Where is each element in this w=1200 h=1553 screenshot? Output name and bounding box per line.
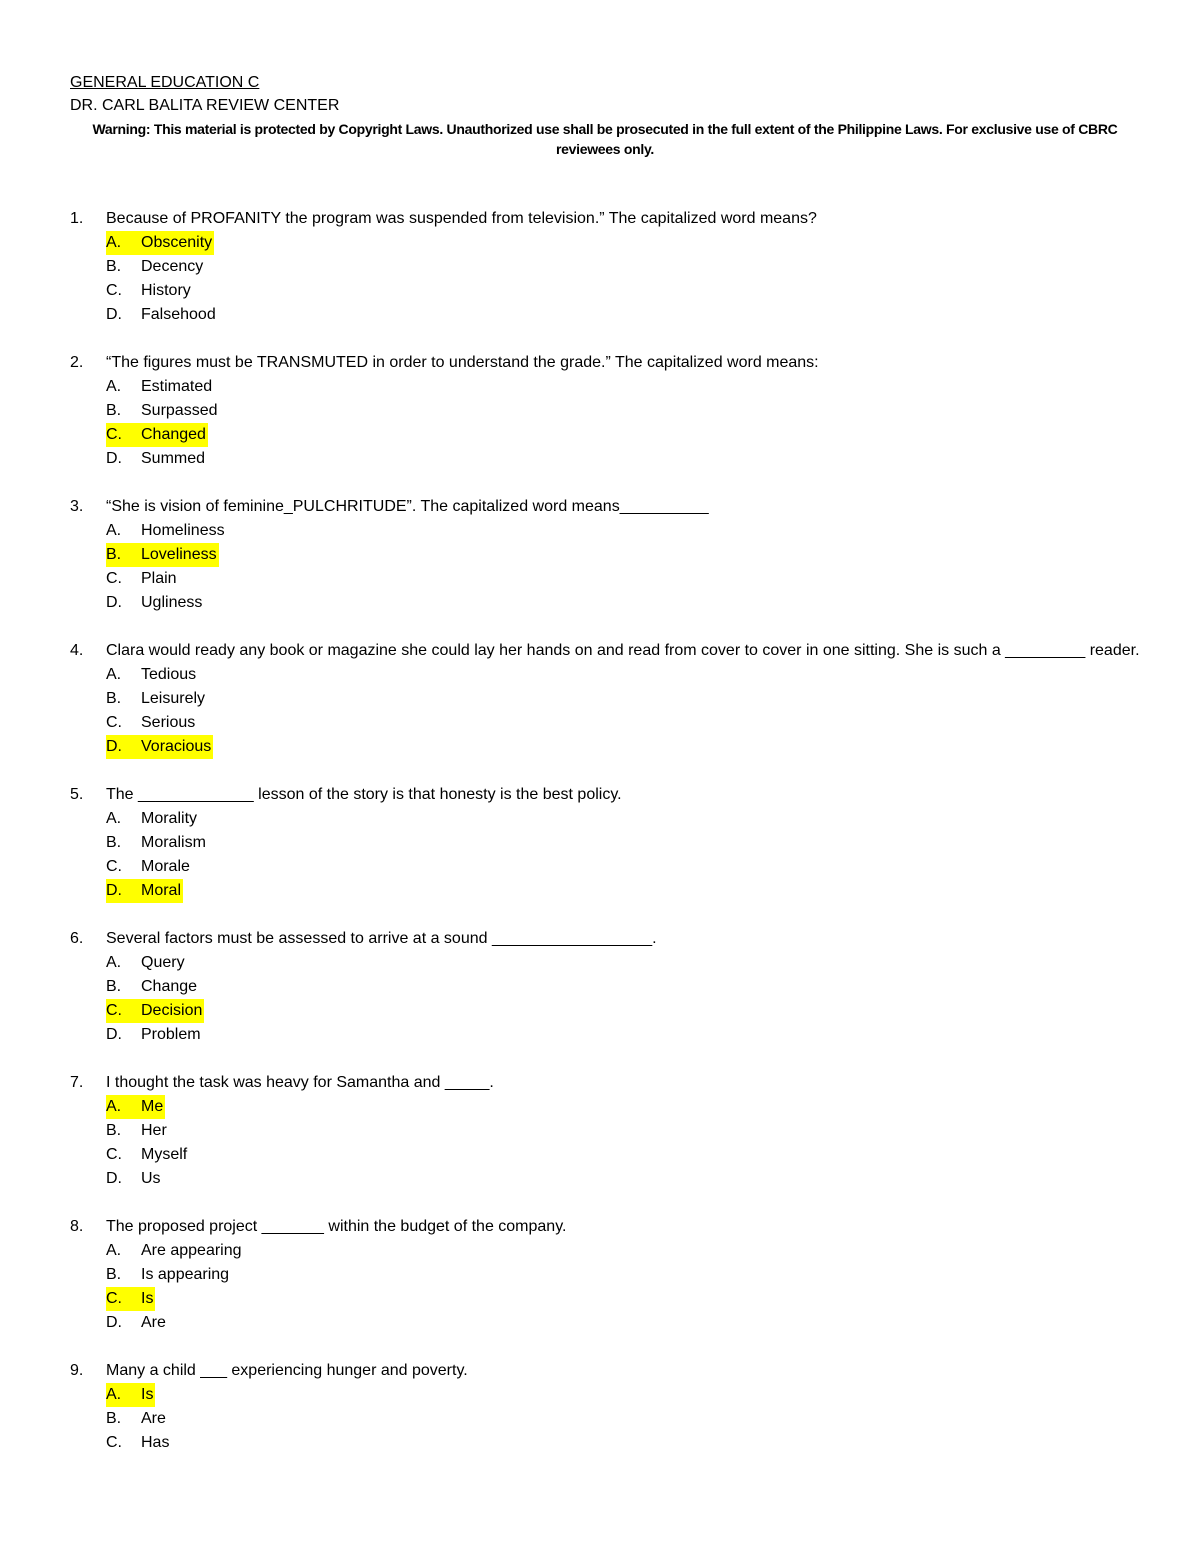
question-item xyxy=(70,207,1140,327)
answer-option-content xyxy=(106,999,204,1023)
option-text: Loveliness xyxy=(141,546,217,563)
option-text: Morale xyxy=(141,858,190,875)
option-text: Are xyxy=(141,1314,166,1331)
answer-options xyxy=(106,231,1140,327)
question-item xyxy=(70,351,1140,471)
option-text: Changed xyxy=(141,426,206,443)
option-letter: B. xyxy=(106,546,122,563)
question-item xyxy=(70,495,1140,615)
answer-option-content xyxy=(106,735,213,759)
answer-option-content xyxy=(106,1287,155,1311)
answer-option-content xyxy=(106,855,192,879)
question-stem xyxy=(70,351,1140,375)
answer-option xyxy=(106,567,1140,591)
answer-option-content xyxy=(106,1167,163,1191)
answer-option-content xyxy=(106,1239,244,1263)
answer-option-content xyxy=(106,543,219,567)
answer-option xyxy=(106,831,1140,855)
answer-option-highlighted xyxy=(106,543,1140,567)
question-number: 7. xyxy=(70,1074,84,1091)
answer-option xyxy=(106,399,1140,423)
question-stem xyxy=(70,1071,1140,1095)
option-letter: D. xyxy=(106,594,122,611)
question-item xyxy=(70,639,1140,759)
answer-option xyxy=(106,447,1140,471)
question-text: Several factors must be assessed to arrive at a sound __________________. xyxy=(106,930,657,947)
option-letter: C. xyxy=(106,1290,122,1307)
question-item xyxy=(70,1359,1140,1455)
option-letter: B. xyxy=(106,1266,122,1283)
answer-option xyxy=(106,1431,1140,1455)
option-letter: C. xyxy=(106,426,122,443)
question-text: Clara would ready any book or magazine she could lay her hands on and read from cover to cover in one sitting. She is such a _________ reader. xyxy=(106,642,1140,659)
option-text: History xyxy=(141,282,191,299)
answer-option-content xyxy=(106,975,199,999)
option-text: Me xyxy=(141,1098,164,1115)
answer-option xyxy=(106,255,1140,279)
answer-option-content xyxy=(106,591,204,615)
answer-option-content xyxy=(106,423,208,447)
option-text: Her xyxy=(141,1122,167,1139)
option-letter: B. xyxy=(106,978,122,995)
answer-option-content xyxy=(106,1383,155,1407)
option-letter: D. xyxy=(106,306,122,323)
answer-option xyxy=(106,855,1140,879)
option-text: Moralism xyxy=(141,834,206,851)
question-text: Many a child ___ experiencing hunger and poverty. xyxy=(106,1362,468,1379)
option-text: Ugliness xyxy=(141,594,203,611)
answer-option xyxy=(106,1143,1140,1167)
answer-option-highlighted xyxy=(106,1287,1140,1311)
answer-option-content xyxy=(106,1407,168,1431)
answer-option-content xyxy=(106,231,214,255)
answer-option-content xyxy=(106,1311,168,1335)
option-text: Has xyxy=(141,1434,170,1451)
option-letter: A. xyxy=(106,1098,122,1115)
option-text: Leisurely xyxy=(141,690,206,707)
answer-option xyxy=(106,591,1140,615)
option-letter: A. xyxy=(106,1386,122,1403)
answer-option-content xyxy=(106,1431,171,1455)
option-letter: A. xyxy=(106,1242,122,1259)
option-letter: D. xyxy=(106,450,122,467)
question-text: “She is vision of feminine_PULCHRITUDE”. The capitalized word means__________ xyxy=(106,498,709,515)
answer-option xyxy=(106,951,1140,975)
question-number: 1. xyxy=(70,210,84,227)
question-number: 4. xyxy=(70,642,84,659)
question-text: The proposed project _______ within the budget of the company. xyxy=(106,1218,567,1235)
answer-option xyxy=(106,1119,1140,1143)
answer-options xyxy=(106,951,1140,1047)
option-letter: C. xyxy=(106,1002,122,1019)
option-letter: A. xyxy=(106,378,122,395)
question-number: 5. xyxy=(70,786,84,803)
question-number: 6. xyxy=(70,930,84,947)
document-header xyxy=(70,72,1140,159)
question-list xyxy=(70,207,1140,1479)
answer-option-highlighted xyxy=(106,1095,1140,1119)
option-letter: A. xyxy=(106,810,122,827)
question-text: I thought the task was heavy for Samantha and _____. xyxy=(106,1074,494,1091)
question-text: Because of PROFANITY the program was suspended from television.” The capitalized word means? xyxy=(106,210,817,227)
question-stem xyxy=(70,639,1140,663)
answer-option xyxy=(106,375,1140,399)
option-text: Tedious xyxy=(141,666,197,683)
answer-option xyxy=(106,687,1140,711)
answer-options xyxy=(106,1239,1140,1335)
answer-option xyxy=(106,1239,1140,1263)
answer-option xyxy=(106,1263,1140,1287)
option-letter: A. xyxy=(106,954,122,971)
option-letter: B. xyxy=(106,402,122,419)
question-stem xyxy=(70,495,1140,519)
option-letter: D. xyxy=(106,738,122,755)
answer-option xyxy=(106,279,1140,303)
option-letter: A. xyxy=(106,522,122,539)
question-stem xyxy=(70,927,1140,951)
question-stem xyxy=(70,1215,1140,1239)
answer-option-highlighted xyxy=(106,423,1140,447)
option-letter: A. xyxy=(106,234,122,251)
answer-option-content xyxy=(106,1023,203,1047)
option-text: Serious xyxy=(141,714,196,731)
option-letter: B. xyxy=(106,834,122,851)
option-letter: B. xyxy=(106,258,122,275)
option-letter: C. xyxy=(106,1146,122,1163)
answer-option-content xyxy=(106,279,193,303)
option-text: Are xyxy=(141,1410,166,1427)
subject-title: GENERAL EDUCATION C xyxy=(70,74,260,91)
answer-option-content xyxy=(106,399,220,423)
question-number: 2. xyxy=(70,354,84,371)
option-text: Voracious xyxy=(141,738,212,755)
option-text: Query xyxy=(141,954,185,971)
answer-option-content xyxy=(106,879,183,903)
answer-option-content xyxy=(106,447,207,471)
option-text: Moral xyxy=(141,882,182,899)
option-letter: A. xyxy=(106,666,122,683)
option-letter: C. xyxy=(106,570,122,587)
option-letter: D. xyxy=(106,882,122,899)
answer-option-content xyxy=(106,687,207,711)
answer-option xyxy=(106,303,1140,327)
answer-option-content xyxy=(106,831,208,855)
option-text: Is xyxy=(141,1386,154,1403)
answer-options xyxy=(106,807,1140,903)
answer-option-content xyxy=(106,375,214,399)
answer-options xyxy=(106,519,1140,615)
question-item xyxy=(70,1215,1140,1335)
question-stem xyxy=(70,207,1140,231)
option-text: Plain xyxy=(141,570,177,587)
review-center-name: DR. CARL BALITA REVIEW CENTER xyxy=(70,97,340,114)
answer-option xyxy=(106,807,1140,831)
option-text: Homeliness xyxy=(141,522,225,539)
question-stem xyxy=(70,783,1140,807)
option-letter: B. xyxy=(106,1410,122,1427)
option-text: Estimated xyxy=(141,378,213,395)
answer-option-highlighted xyxy=(106,231,1140,255)
answer-options xyxy=(106,375,1140,471)
answer-option-content xyxy=(106,255,205,279)
option-text: Surpassed xyxy=(141,402,218,419)
question-item xyxy=(70,783,1140,903)
question-number: 8. xyxy=(70,1218,84,1235)
option-text: Problem xyxy=(141,1026,201,1043)
answer-options xyxy=(106,1095,1140,1191)
answer-option-content xyxy=(106,807,199,831)
answer-option-content xyxy=(106,711,197,735)
answer-option-content xyxy=(106,1095,165,1119)
answer-option-content xyxy=(106,567,179,591)
answer-option-content xyxy=(106,519,227,543)
answer-option xyxy=(106,1407,1140,1431)
answer-option-highlighted xyxy=(106,1383,1140,1407)
option-letter: B. xyxy=(106,690,122,707)
option-text: Decision xyxy=(141,1002,203,1019)
answer-option-highlighted xyxy=(106,999,1140,1023)
answer-option xyxy=(106,711,1140,735)
option-letter: C. xyxy=(106,1434,122,1451)
question-stem xyxy=(70,1359,1140,1383)
option-text: Change xyxy=(141,978,198,995)
answer-option xyxy=(106,1311,1140,1335)
option-text: Decency xyxy=(141,258,204,275)
answer-option xyxy=(106,1023,1140,1047)
option-text: Myself xyxy=(141,1146,188,1163)
question-text: The _____________ lesson of the story is that honesty is the best policy. xyxy=(106,786,622,803)
answer-option-content xyxy=(106,1143,189,1167)
option-text: Morality xyxy=(141,810,198,827)
answer-options xyxy=(106,663,1140,759)
option-letter: C. xyxy=(106,858,122,875)
option-letter: C. xyxy=(106,282,122,299)
option-text: Is appearing xyxy=(141,1266,230,1283)
answer-option-content xyxy=(106,663,198,687)
answer-option xyxy=(106,519,1140,543)
option-text: Summed xyxy=(141,450,206,467)
answer-option xyxy=(106,663,1140,687)
option-text: Is xyxy=(141,1290,154,1307)
question-item xyxy=(70,927,1140,1047)
answer-option-content xyxy=(106,951,187,975)
answer-option xyxy=(106,1167,1140,1191)
option-text: Obscenity xyxy=(141,234,213,251)
option-letter: D. xyxy=(106,1314,122,1331)
question-item xyxy=(70,1071,1140,1191)
option-letter: D. xyxy=(106,1170,122,1187)
question-number: 3. xyxy=(70,498,84,515)
answer-option-content xyxy=(106,1119,169,1143)
answer-option-content xyxy=(106,1263,231,1287)
option-text: Falsehood xyxy=(141,306,216,323)
answer-option xyxy=(106,975,1140,999)
answer-option-highlighted xyxy=(106,735,1140,759)
option-letter: C. xyxy=(106,714,122,731)
option-letter: B. xyxy=(106,1122,122,1139)
answer-option-highlighted xyxy=(106,879,1140,903)
question-text: “The figures must be TRANSMUTED in order to understand the grade.” The capitalized word means: xyxy=(106,354,819,371)
answer-options xyxy=(106,1383,1140,1455)
option-text: Us xyxy=(141,1170,161,1187)
question-number: 9. xyxy=(70,1362,84,1379)
copyright-warning: Warning: This material is protected by Copyright Laws. Unauthorized use shall be prosecuted in the full extent of the Philippine Laws. For exclusive use of CBRC reviewees only. xyxy=(92,121,1118,157)
option-text: Are appearing xyxy=(141,1242,242,1259)
option-letter: D. xyxy=(106,1026,122,1043)
answer-option-content xyxy=(106,303,218,327)
